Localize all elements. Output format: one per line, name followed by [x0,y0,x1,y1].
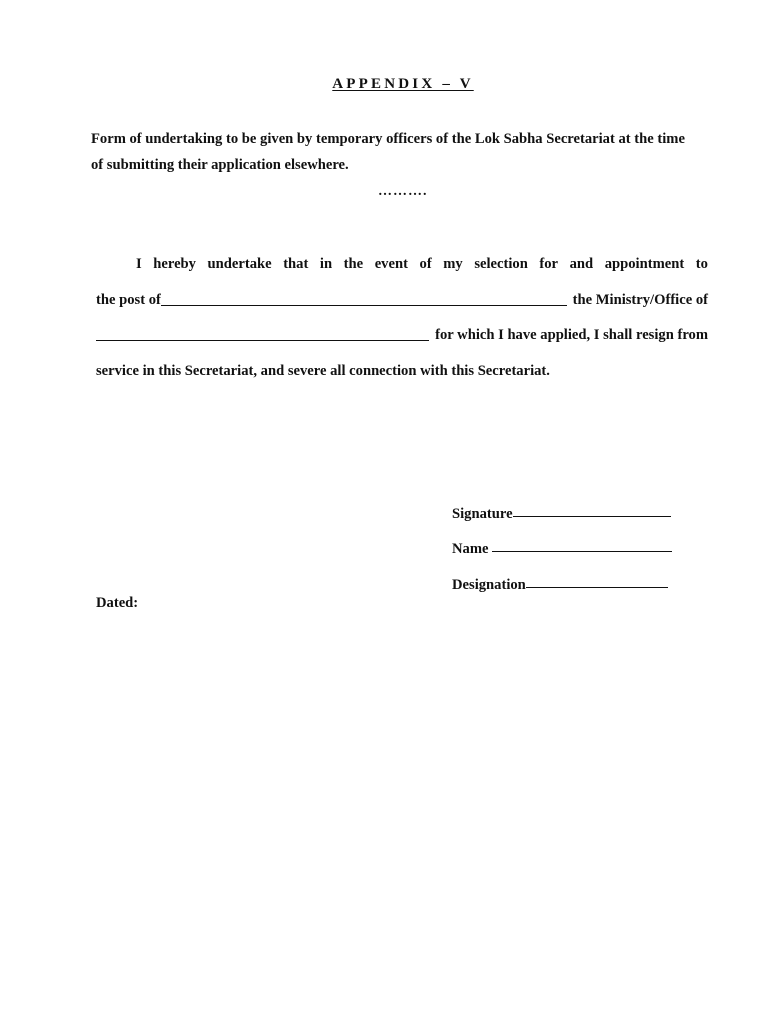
paragraph-line-2 [96,292,708,309]
resign-clause: for which I have applied, I shall resign from [435,327,708,343]
signature-blank-field[interactable] [513,516,671,517]
paragraph-word: of [419,256,432,272]
dated-label: Dated: [96,595,139,611]
paragraph-line-3 [96,327,708,344]
post-label: the post of [96,292,161,308]
paragraph-word: I [136,256,142,272]
name-label: Name [452,541,489,557]
paragraph-word: my [443,256,463,272]
paragraph-word: to [695,256,708,272]
document-title: APPENDIX – V [332,76,474,92]
designation-blank-field[interactable] [526,587,668,588]
paragraph-line-4: service in this Secretariat, and severe all connection with this Secretariat. [96,363,550,379]
intro-line-2: of submitting their application elsewhere. [91,157,349,173]
paragraph-word: and [569,256,594,272]
paragraph-word: for [539,256,559,272]
signature-label: Signature [452,506,513,522]
paragraph-word: appointment [604,256,685,272]
paragraph-word: hereby [153,256,196,272]
designation-row [452,577,668,594]
paragraph-word: selection [474,256,528,272]
paragraph-word: event [374,256,408,272]
ministry-label: the Ministry/Office of [572,292,708,308]
paragraph-line-1 [136,256,708,273]
separator-dots: ………. [378,184,428,199]
paragraph-word: that [283,256,309,272]
paragraph-word: the [343,256,364,272]
ministry-blank-field[interactable] [96,340,429,341]
intro-line-1: Form of undertaking to be given by temporary officers of the Lok Sabha Secretariat at the time [91,131,685,147]
post-blank-field[interactable] [161,305,567,306]
paragraph-word: undertake [207,256,272,272]
name-blank-field[interactable] [492,551,672,552]
paragraph-word: in [319,256,333,272]
signature-row [452,506,671,523]
name-row [452,541,672,558]
designation-label: Designation [452,577,526,593]
